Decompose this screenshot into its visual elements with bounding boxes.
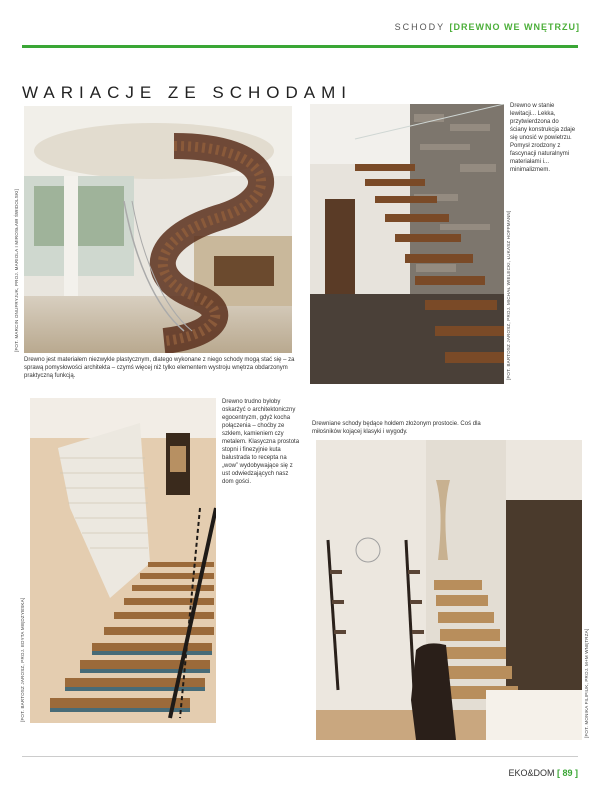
photo-spiral-staircase [24,106,292,353]
photo-credit: [FOT. BARTOSZ JAROSZ, PROJ. EDYTA MIĘDZYBSKA] [20,597,25,722]
photo-credit: [FOT. MONIKA FILIPIUK, PROJ. M+M WNĘTRZA] [584,628,589,738]
page-number: [ 89 ] [556,768,578,778]
section-name: SCHODY [394,22,445,32]
magazine-name: EKO&DOM [508,768,555,778]
photo-credit: [FOT. BARTOSZ JAROSZ, PROJ. MICHAŁ WIELECKI, ŁUKASZ HOFFMANN] [506,210,511,380]
footer [508,768,578,778]
header [0,0,600,60]
page-title: WARIACJE ZE SCHODAMI [22,83,352,103]
photo-caption: Drewno w stanie lewitacji... Lekka, przytwierdzona do ściany konstrukcja zdaje się unosić w powietrzu. Pomysł zrodzony z fascynacji naturalnymi materiałami i... minimalizmem. [510,103,576,173]
photo-floating-staircase [310,104,504,384]
photo-iron-railing-staircase [30,398,216,723]
section-tag: [DREWNO WE WNĘTRZU] [449,22,580,32]
header-divider [22,45,578,48]
photo-caption: Drewno jest materiałem niezwykle plastycznym, dlatego wykonane z niego schody mogą stać się – za sprawą pomysłowości architekta – czymś więcej niż tylko elementem wystroju wnętrza obdarzonym praktyczną funkcją. [24,357,295,379]
section-label [395,22,580,32]
photo-caption: Drewno trudno byłoby oskarżyć o architektoniczny egocentryzm, gdyż kocha połączenia – choćby ze szkłem, kamieniem czy metalem. Klasyczna prostota stopni i finezyjnie kuta balustrada to recepta na „wow” wydobywające się z ust odwiedzających nasz dom gości. [222,399,300,485]
photo-caption: Drewniane schody będące hołdem złożonym prostocie. Coś dla miłośników kojącej klasyki i wygody. [312,421,481,435]
footer-divider [22,756,578,757]
photo-classic-wooden-staircase [316,440,582,740]
photo-credit: [FOT. MARCIN ONUFRYJUK, PROJ. MARIOLA I MIROSŁAW ŚWIDOLSKI] [14,188,19,352]
